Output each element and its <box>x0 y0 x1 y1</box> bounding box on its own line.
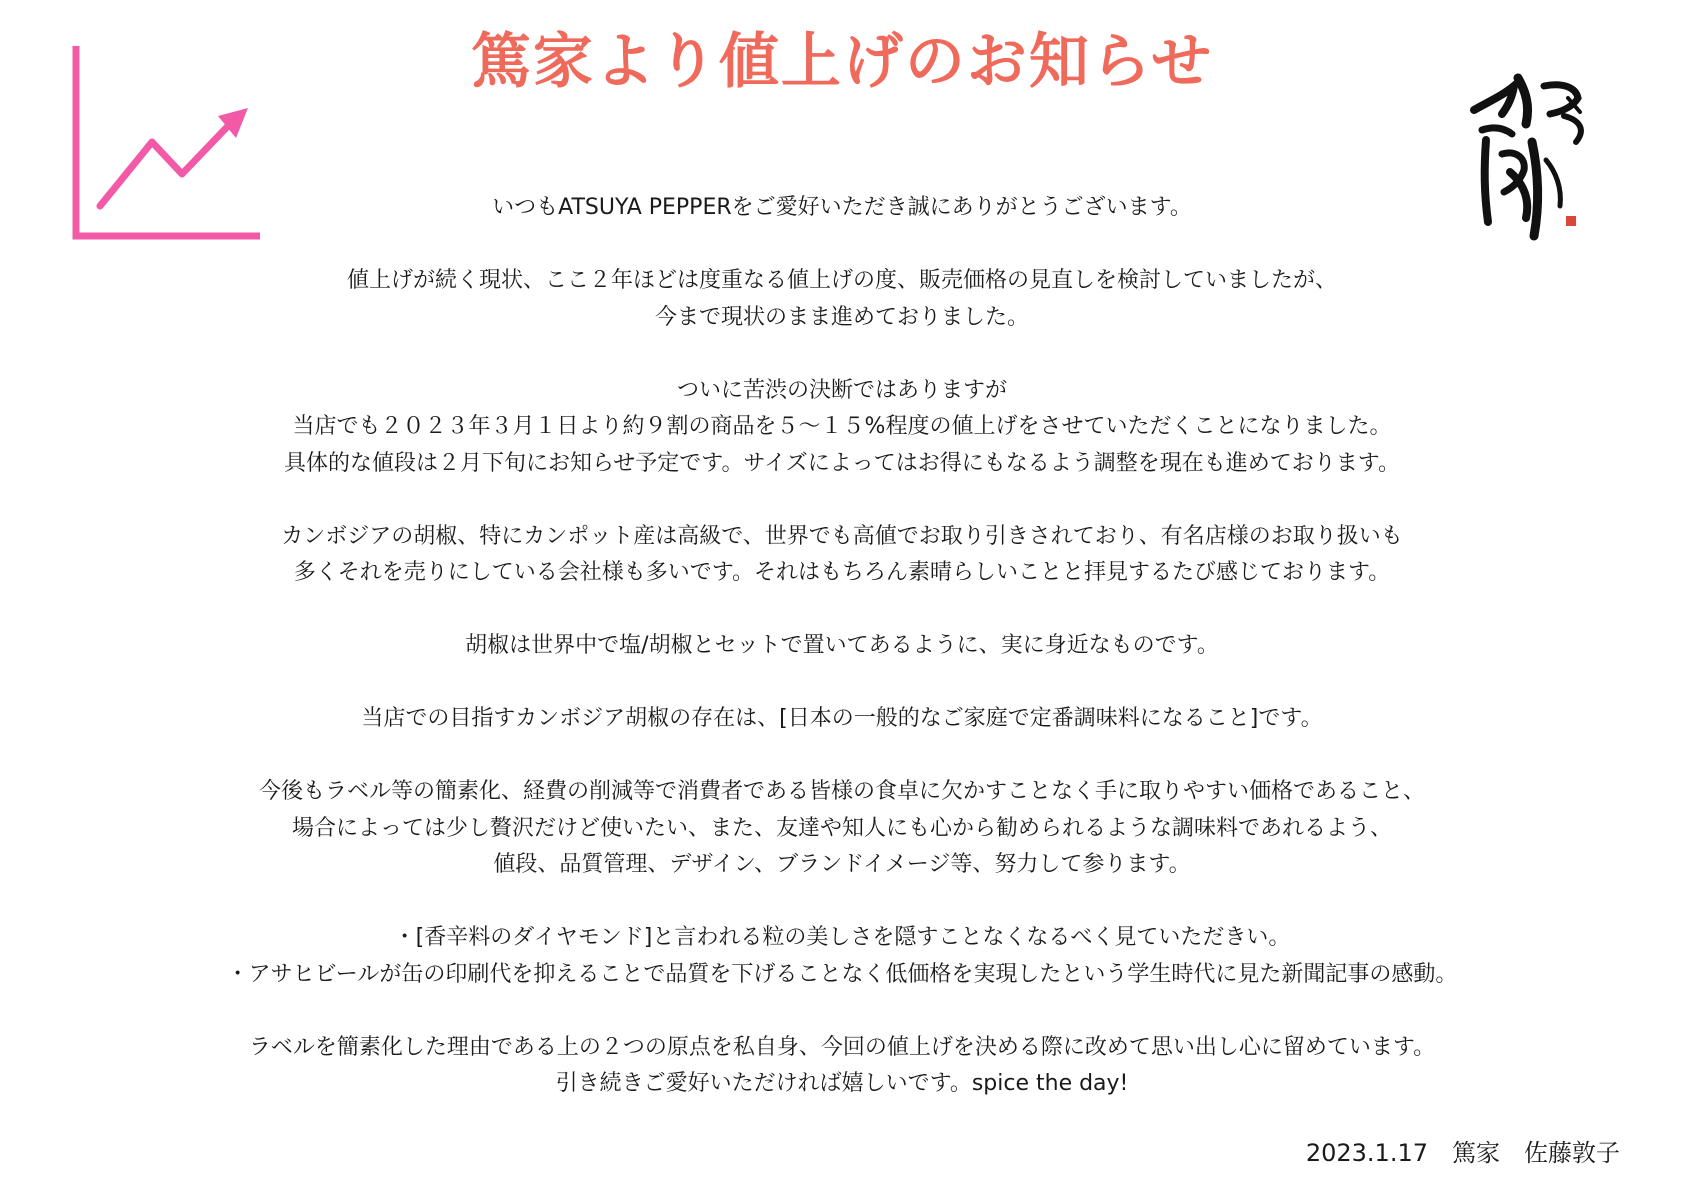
text-line: カンボジアの胡椒、特にカンポット産は高級で、世界でも高値でお取り引きされており、有名店様のお取り扱いも <box>281 523 1403 549</box>
text-line: ついに苦渋の決断ではありますが <box>676 377 1007 403</box>
paragraph-commitment <box>0 774 1684 884</box>
paragraph-closing <box>0 1030 1684 1103</box>
paragraph-greeting <box>0 190 1684 227</box>
page-title: 篤家より値上げのお知らせ <box>470 27 1214 97</box>
text-line: 当店での目指すカンボジア胡椒の存在は、[日本の一般的なご家庭で定番調味料になること]です。 <box>361 706 1323 731</box>
text-line: 具体的な値段は２月下旬にお知らせ予定です。サイズによってはお得にもなるよう調整を現在も進めております。 <box>283 450 1401 476</box>
text-line: 値段、品質管理、デザイン、ブランドイメージ等、努力して参ります。 <box>493 852 1191 877</box>
text-line: 今まで現状のまま進めておりました。 <box>654 304 1029 330</box>
text-line: 値上げが続く現状、ここ２年ほどは度重なる値上げの度、販売価格の見直しを検討していましたが、 <box>346 268 1337 293</box>
paragraph-pepper-familiar <box>0 628 1684 665</box>
text-line: いつもATSUYA PEPPERをご愛好いただき誠にありがとうございます。 <box>492 195 1192 220</box>
paragraph-kampot-pepper <box>0 519 1684 592</box>
text-line: 引き続きご愛好いただければ嬉しいです。spice the day! <box>555 1071 1129 1096</box>
paragraph-goal <box>0 701 1684 738</box>
bullet-item: ・アサヒビールが缶の印刷代を抑えることで品質を下げることなく低価格を実現したという学生時代に見た新聞記事の感動。 <box>226 961 1458 987</box>
text-line: 当店でも２０２３年３月１日より約９割の商品を５～１５%程度の値上げをさせていただくことになりました。 <box>292 414 1392 439</box>
paragraph-price-increase <box>0 373 1684 483</box>
paragraph-origin-points <box>0 920 1684 993</box>
paragraph-current-situation <box>0 263 1684 336</box>
signature-date-author: 2023.1.17 篤家 佐藤敦子 <box>1305 1139 1620 1167</box>
bullet-item: ・[香辛料のダイヤモンド]と言われる粒の美しさを隠すことなくなるべく見ていただきい。 <box>393 925 1291 950</box>
text-line: 場合によっては少し贅沢だけど使いたい、また、友達や知人にも心から勧められるような調味料であれるよう、 <box>291 815 1392 841</box>
text-line: 今後もラベル等の簡素化、経費の削減等で消費者である皆様の食卓に欠かすことなく手に取りやすい価格であること、 <box>258 779 1425 804</box>
text-line: 多くそれを売りにしている会社様も多いです。それはもちろん素晴らしいことと拝見するたび感じております。 <box>293 560 1391 585</box>
text-line: ラベルを簡素化した理由である上の２つの原点を私自身、今回の値上げを決める際に改めて思い出し心に留めています。 <box>248 1034 1436 1060</box>
text-line: 胡椒は世界中で塩/胡椒とセットで置いてあるように、実に身近なものです。 <box>465 633 1219 658</box>
announcement-body <box>0 190 1684 1103</box>
